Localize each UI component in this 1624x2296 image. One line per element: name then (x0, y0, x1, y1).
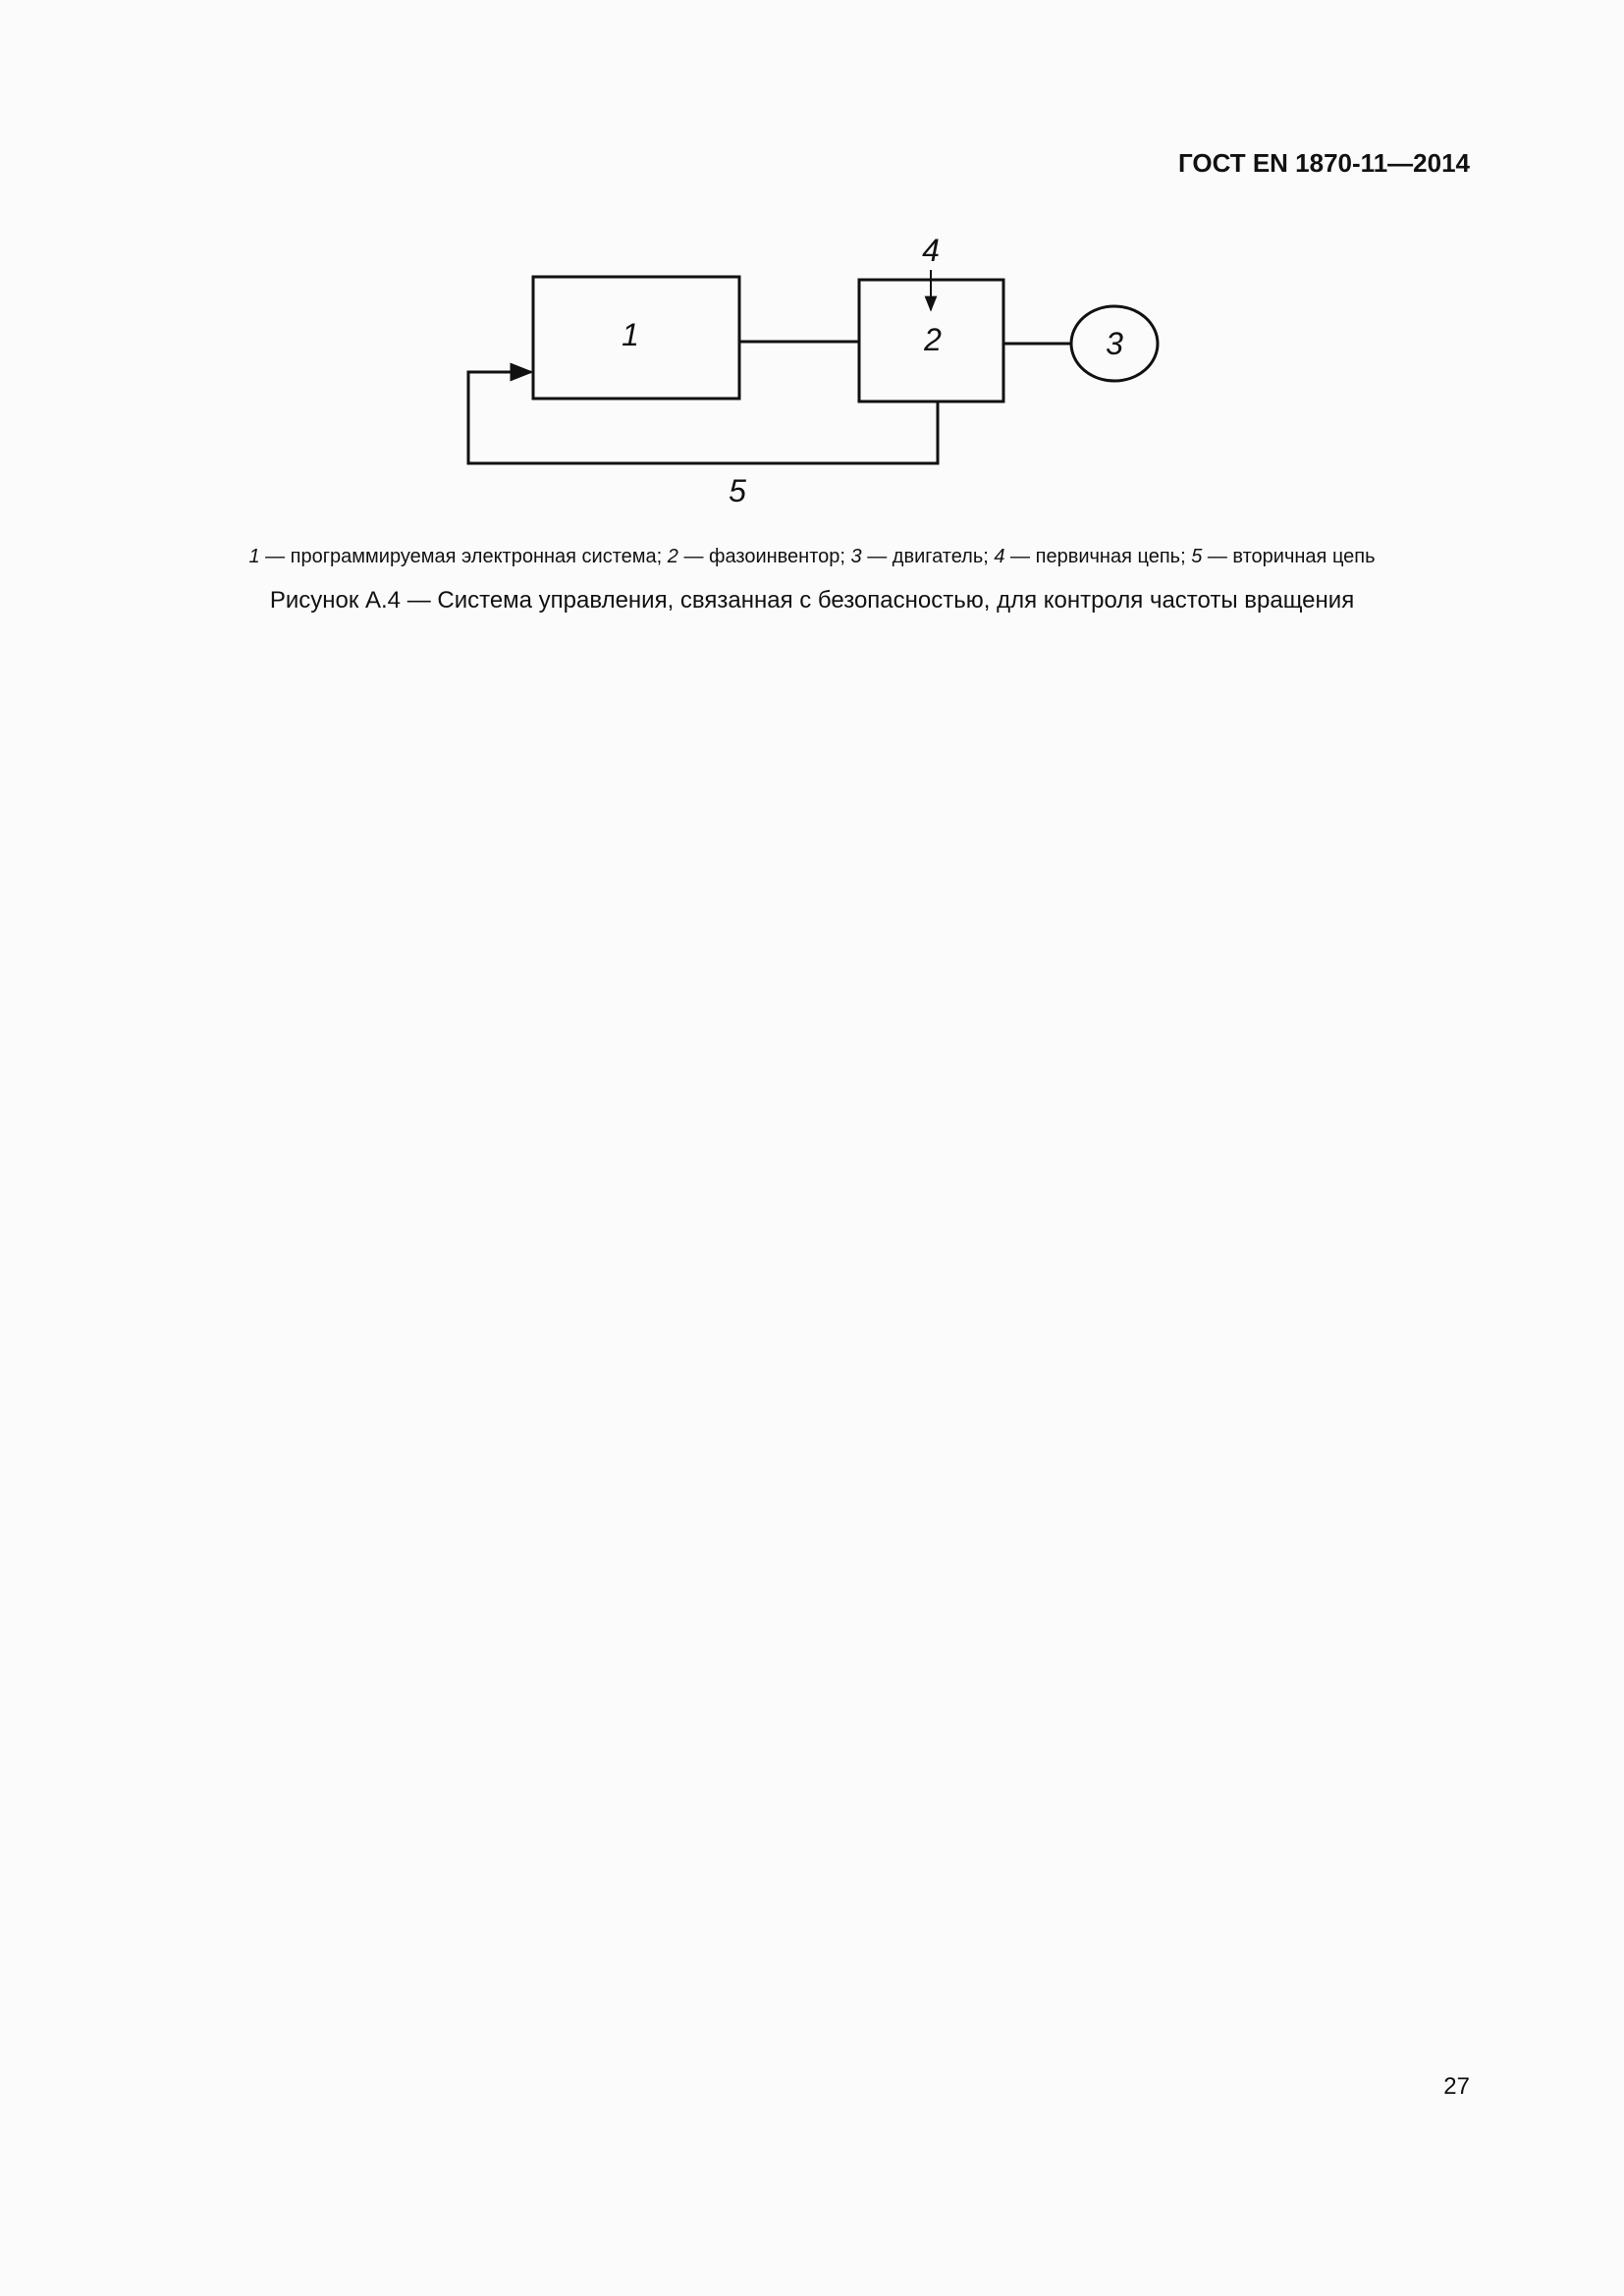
figure-caption: Рисунок А.4 — Система управления, связанная с безопасностью, для контроля частоты вращения (269, 587, 1355, 614)
block-2-label: 2 (924, 322, 942, 357)
page-number: 27 (1443, 2073, 1470, 2100)
control-system-diagram (457, 224, 1183, 518)
legend-text: — вторичная цепь (1202, 546, 1376, 567)
legend-num: 5 (1191, 546, 1203, 567)
legend-text: — программируемая электронная система; (259, 546, 668, 567)
secondary-circuit-loop (468, 372, 938, 463)
document-code: ГОСТ EN 1870-11—2014 (1177, 148, 1470, 178)
primary-circuit-label: 4 (922, 233, 940, 268)
secondary-circuit-label: 5 (729, 473, 746, 508)
block-1-label: 1 (622, 317, 639, 352)
legend-text: — фазоинвентор; (677, 546, 851, 567)
motor-label: 3 (1106, 326, 1123, 361)
legend-text: — первичная цепь; (1004, 546, 1192, 567)
legend-num: 4 (994, 546, 1005, 567)
legend-text: — двигатель; (861, 546, 995, 567)
figure-legend (147, 546, 1477, 568)
legend-num: 1 (248, 546, 260, 567)
legend-num: 2 (667, 546, 678, 567)
legend-num: 3 (850, 546, 862, 567)
